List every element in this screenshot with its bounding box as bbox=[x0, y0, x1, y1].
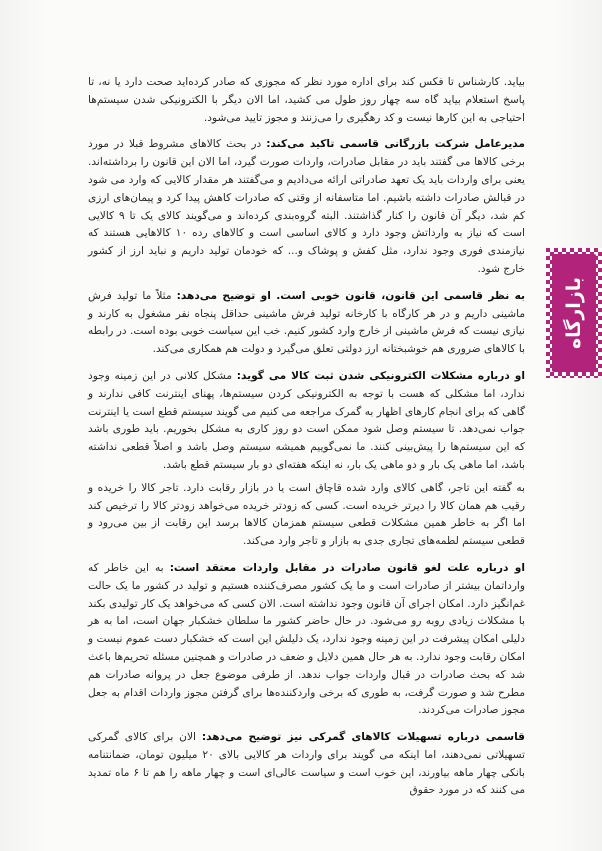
paragraph-text: در بحث کالاهای مشروط قبلا در مورد برخی کالاها می گفتند باید در مقابل صادرات، واردات صورت گیرد، اما الان این قانون را برداشته‌اند. یعنی برای واردات باید یک تعهد صادراتی ارائه می‌دادیم و می‌گفتند هر مقدار کالایی که وارد می شود در قبالش صادرات داشته باشیم. اما متاسفانه از وقتی که صادرات کاهش پیدا کرد و پیمان‌های ارزی کم شد، دیگر آن قانون را کنار گذاشتند. البته گروه‌بندی کرده‌اند و می‌گویند کالای یک تا ۹ کالایی است که نیاز به وارداتش وجود دارد و کالای اساسی است و کالاهای رده ۱۰ کالاهایی هستند که نیازمندی فوری وجود ندارد، مثل کفش و پوشاک و... که خودمان تولید داریم و نباید ارز از کشور خارج شود. bbox=[88, 138, 525, 275]
paragraph-lead: او درباره مشکلات الکترونیکی شدن ثبت کالا می گوید: bbox=[236, 369, 525, 382]
paragraph-text: مشکل کلانی در این زمینه وجود ندارد، اما مشکلی که هست با توجه به الکترونیکی کردن سیستم‌ها، پهنای اینترنت کافی ندارند و گاهی که برای انجام کارهای اظهار به گمرک مراجعه می کنیم می گویند سیستم قطع است یا اینترنت جواب نمی‌دهد. تا سیستم وصل شود ممکن است دو روز کاری به مشکل بخوریم. باید طوری باشد که این سیستم‌ها را پیش‌بینی کنند. ما نمی‌گوییم همیشه سیستم وصل باشد و اصلاً قطعی نداشته باشد، اما ماهی یک بار و دو ماهی یک بار، نه اینکه هفته‌ای دو بار سیستم قطع باشد. bbox=[88, 369, 525, 471]
paragraph-lead: قاسمی درباره تسهیلات کالاهای گمرکی نیز توضیح می‌دهد: bbox=[201, 731, 525, 744]
paragraph-text: به این خاطر که وارداتمان بیشتر از صادرات است و ما یک کشور مصرف‌کننده هستیم و تولید در کشور ما یک حالت غم‌انگیز دارد. امکان اجرای آن قانون وجود نداشته است. الان کسی که می‌خواهد یک کار تولیدی بکند با مشکلات زیادی روبه رو می‌شود. در حال حاضر کشور ما سلطان خشکبار جهان است، اما به هر دلیلی امکان پیشرفت در این زمینه وجود ندارد، یک دلیلش این است که خشکبار دست عموم نیست و امکان رقابت وجود ندارد. به هر حال همین دلایل و ضعف در صادرات و همچنین مسئله تحریم‌ها باعث شد که بحث صادرات در قبال واردات جواب ندهد. از طرفی موضوع جعل در پروانه صادرات هم مطرح شد و صورت گرفت، به طوری که برخی واردکننده‌ها برای گرفتن مجوز واردات اقدام به جعل مجوز صادرات می‌کردند. bbox=[88, 561, 525, 717]
section-side-tab bbox=[546, 248, 602, 378]
paragraph-text: مثلاً ما تولید فرش ماشینی داریم و در هر کارگاه با کارخانه تولید فرش ماشینی حداقل پنجاه نفر مشغول به کارند و نیازی نیست که فرش ماشینی از خارج وارد کشور کنیم. خب این سیاست خوبی بوده است. در رابطه با کالاهای ضروری هم خوشبختانه ارز دولتی تعلق می‌گیرد و دولت هم همکاری می‌کند. bbox=[88, 289, 525, 356]
paragraph-6 bbox=[88, 560, 525, 720]
paragraph-2 bbox=[88, 136, 525, 278]
paragraph-text: به گفته این تاجر، گاهی کالای وارد شده قاچاق است یا در بازار رقابت دارد. تاجر کالا را خریده و رقیب هم همان کالا را دیرتر خریده است. کسی که زودتر خریده می‌خواهد زودتر کالا را ترخیص کند اما اگر به خاطر همین مشکلات قطعی سیستم همزمان کالاها برسد این رقابت از بین می‌رود و قطعی سیستم لطمه‌های تجاری جدی به بازار و تاجر وارد می‌کند. bbox=[88, 481, 525, 548]
paragraph-5 bbox=[88, 480, 525, 551]
section-side-tab-inner bbox=[552, 254, 596, 372]
paragraph-lead: به نظر قاسمی این قانون، قانون خوبی است. او توضیح می‌دهد: bbox=[176, 289, 525, 302]
paragraph-1 bbox=[88, 74, 525, 127]
paragraph-7 bbox=[88, 729, 525, 800]
paragraph-4 bbox=[88, 368, 525, 475]
article-body bbox=[88, 74, 525, 805]
paragraph-lead: او درباره علت لغو قانون صادرات در مقابل واردات معتقد است: bbox=[169, 561, 525, 574]
paragraph-3 bbox=[88, 288, 525, 359]
paragraph-text: الان برای کالای گمرکی تسهیلاتی نمی‌دهند، اما اینکه می گویند برای واردات هر کالایی بالای ۲۰ میلیون تومان، ضمانتنامه بانکی چهار ماهه بیاورند، این خوب است و سیاست عالی‌ای است و چهار ماهه را هم تا ۶ ماه تمدید می کنند که در مورد حقوق bbox=[88, 731, 525, 797]
paragraph-text: بیاید. کارشناس تا فکس کند برای اداره مورد نظر که مجوزی که صادر کرده‌اید صحت دارد یا نه، تا پاسخ استعلام بیاید گاه سه چهار روز طول می کشید، اما الان دیگر با الکترونیکی شدن سیستم‌ها احتیاجی به این کارها نیست و کد رهگیری را می‌زنند و مجوز تایید می‌شود. bbox=[88, 76, 525, 124]
paragraph-lead: مدیرعامل شرکت بازرگانی قاسمی تاکید می‌کند: bbox=[266, 138, 525, 151]
section-side-tab-label: بازارگاه bbox=[563, 276, 585, 350]
